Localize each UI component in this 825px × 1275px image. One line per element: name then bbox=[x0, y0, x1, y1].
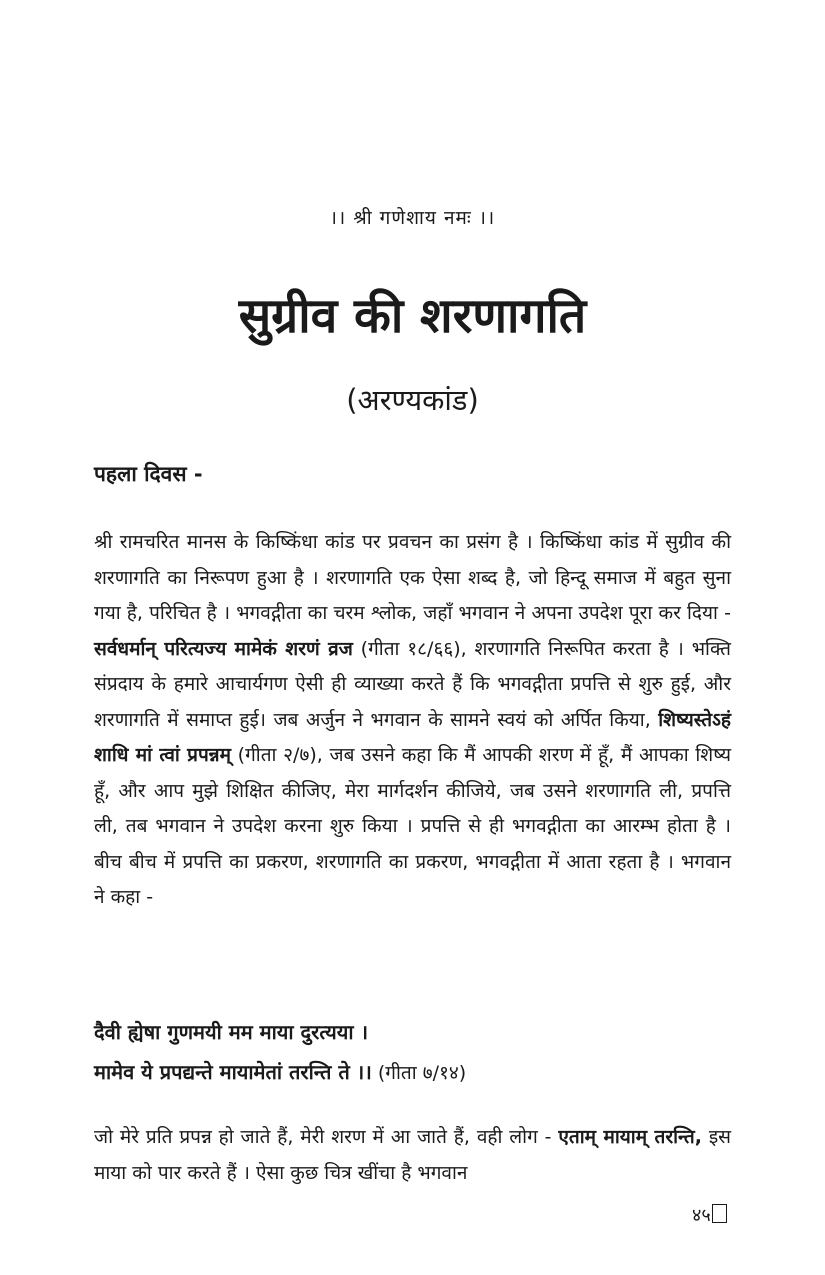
page-number bbox=[692, 1203, 727, 1227]
page-number-text: ४५ bbox=[692, 1205, 711, 1226]
box-glyph bbox=[712, 1204, 727, 1223]
verse-line-2-wrap bbox=[94, 1052, 731, 1093]
page-title: सुग्रीव की शरणागति bbox=[238, 288, 587, 344]
paragraph-2-text-2: इस माया को पार करते हैं । ऐसा कुछ चित्र खींचा है भगवान bbox=[94, 1126, 731, 1184]
quote-etam-mayam: एताम् मायाम् तरन्ति, bbox=[558, 1126, 702, 1148]
verse-block bbox=[94, 1012, 731, 1093]
verse-reference: (गीता ७/१४) bbox=[371, 1062, 467, 1084]
quote-sarvadharman: सर्वधर्मान् परित्यज्य मामेकं शरणं व्रज bbox=[94, 637, 353, 660]
paragraph-1-text-2: (गीता १८/६६), शरणागति निरूपित करता है । भक्ति संप्रदाय के हमारे आचार्यगण ऐसी ही व्याख्या करते हैं कि भगवद्गीता प्रपत्ति से शुरु हुई, और शरणागति में समाप्त हुई। जब अर्जुन ने भगवान के सामने स्वयं को अर्पित किया, bbox=[94, 637, 731, 731]
section-heading: पहला दिवस - bbox=[94, 462, 203, 486]
verse-line-1: दैवी ह्येषा गुणमयी मम माया दुरत्यया । bbox=[94, 1020, 369, 1044]
paragraph-2-text-1: जो मेरे प्रति प्रपन्न हो जाते हैं, मेरी शरण में आ जाते हैं, वही लोग - bbox=[94, 1126, 559, 1148]
paragraph-1-text-1: श्री रामचरित मानस के किष्किंधा कांड पर प्रवचन का प्रसंग है । किष्किंधा कांड में सुग्रीव की शरणागति का निरूपण हुआ है । शरणागति एक ऐसा शब्द है, जो हिन्दू समाज में बहुत सुना गया है, परिचित है । भगवद्गीता का चरम श्लोक, जहाँ भगवान ने अपना उपदेश पूरा कर दिया - bbox=[94, 531, 731, 624]
paragraph-2 bbox=[94, 1120, 731, 1191]
paragraph-1-text-3: (गीता २/७), जब उसने कहा कि मैं आपकी शरण में हूँ, मैं आपका शिष्य हूँ, और आप मुझे शिक्षित कीजिए, मेरा मार्गदर्शन कीजिये, जब उसने शरणागति ली, प्रपत्ति ली, तब भगवान ने उपदेश करना शुरु किया । प्रपत्ति से ही भगवद्गीता का आरम्भ होता है । बीच बीच में प्रपत्ति का प्रकरण, शरणागति का प्रकरण, भगवद्गीता में आता रहता है । भगवान ने कहा - bbox=[94, 744, 731, 908]
quote-shishyaste: शिष्यस्तेऽहं शाधि मां त्वां प्रपन्नम् bbox=[94, 708, 731, 766]
subtitle: (अरण्यकांड) bbox=[346, 383, 479, 417]
invocation: ।। श्री गणेशाय नमः ।। bbox=[329, 207, 496, 229]
paragraph-1 bbox=[94, 525, 731, 916]
verse-line-2: मामेव ये प्रपद्यन्ते मायामेतां तरन्ति ते ।। bbox=[94, 1060, 372, 1084]
